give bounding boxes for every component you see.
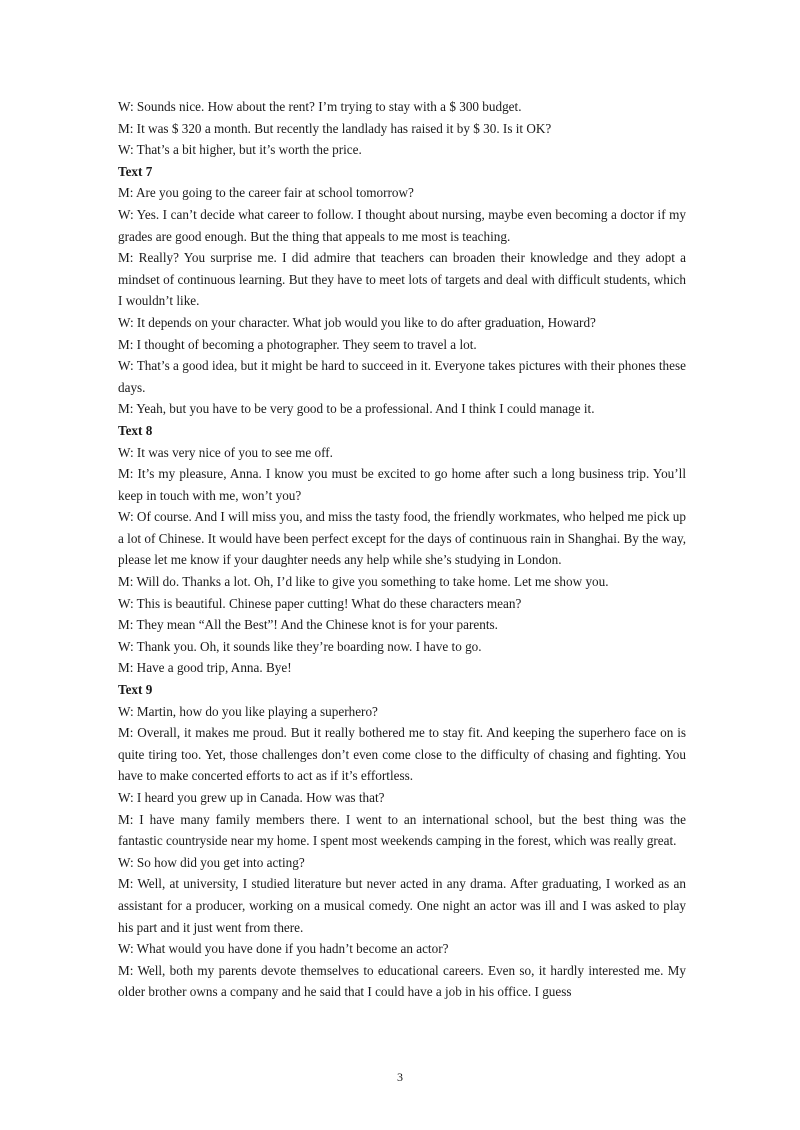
- dialogue-line: W: I heard you grew up in Canada. How was that?: [118, 790, 385, 805]
- dialogue-line: M: They mean “All the Best”! And the Chinese knot is for your parents.: [118, 617, 498, 633]
- dialogue-line: W: It was very nice of you to see me off.: [118, 444, 333, 460]
- dialogue-line: M: It’s my pleasure, Anna. I know you must be excited to go home after such a long business trip. You’ll keep in touch with me, won’t you?: [118, 466, 686, 503]
- dialogue-line: W: It depends on your character. What job would you like to do after graduation, Howard?: [118, 314, 596, 330]
- dialogue-line: M: Well, at university, I studied literature but never acted in any drama. After graduating, I worked as an assistant for a producer, working on a musical comedy. One night an actor was ill and I was asked to play his part and it just went from there.: [118, 876, 686, 935]
- dialogue-line: W: Martin, how do you like playing a superhero?: [118, 703, 378, 719]
- dialogue-line: M: Really? You surprise me. I did admire that teachers can broaden their knowledge and they adopt a mindset of continuous learning. But they have to meet lots of targets and deal with difficult students, which I wouldn’t like.: [118, 250, 686, 309]
- dialogue-line: W: Thank you. Oh, it sounds like they’re boarding now. I have to go.: [118, 638, 482, 654]
- dialogue-line: M: Yeah, but you have to be very good to be a professional. And I think I could manage it.: [118, 401, 595, 417]
- page-number: 3: [397, 1070, 403, 1084]
- dialogue-line: W: What would you have done if you hadn’t become an actor?: [118, 941, 449, 957]
- dialogue-line: M: Well, both my parents devote themselves to educational careers. Even so, it hardly interested me. My older brother owns a company and he said that I could have a job in his office. I guess: [118, 962, 686, 1000]
- dialogue-line: M: Are you going to the career fair at school tomorrow?: [118, 185, 414, 201]
- dialogue-line: M: Overall, it makes me proud. But it really bothered me to stay fit. And keeping the superhero face on is quite tiring too. Yet, those challenges don’t even come close to the difficulty of chasing and fighting. You have to make concerted efforts to act as if it’s effortless.: [118, 725, 686, 784]
- dialogue-line: W: That’s a bit higher, but it’s worth the price.: [118, 142, 362, 158]
- dialogue-line: M: I have many family members there. I went to an international school, but the best thing was the fantastic countryside near my home. I spent most weekends camping in the forest, which was really great.: [118, 811, 686, 849]
- dialogue-line: M: I thought of becoming a photographer. They seem to travel a lot.: [118, 336, 477, 352]
- dialogue-line: M: It was $ 320 a month. But recently the landlady has raised it by $ 30. Is it OK?: [118, 120, 552, 136]
- transcript-page: [118, 96, 686, 1003]
- dialogue-line: W: Sounds nice. How about the rent? I’m trying to stay with a $ 300 budget.: [118, 99, 522, 114]
- section-heading-text-9: Text 9: [118, 682, 153, 698]
- dialogue-line: W: So how did you get into acting?: [118, 854, 305, 870]
- dialogue-line: W: This is beautiful. Chinese paper cutting! What do these characters mean?: [118, 595, 522, 611]
- section-heading-text-8: Text 8: [118, 422, 153, 438]
- dialogue-line: M: Have a good trip, Anna. Bye!: [118, 660, 292, 676]
- dialogue-line: M: Will do. Thanks a lot. Oh, I’d like to give you something to take home. Let me show you.: [118, 574, 609, 590]
- dialogue-line: W: Of course. And I will miss you, and miss the tasty food, the friendly workmates, who helped me pick up a lot of Chinese. It would have been perfect except for the days of continuous rain in Shanghai. By the way, please let me know if your daughter needs any help while she’s studying in London.: [118, 509, 686, 568]
- dialogue-line: W: That’s a good idea, but it might be hard to succeed in it. Everyone takes pictures with their phones these days.: [118, 358, 686, 395]
- section-heading-text-7: Text 7: [118, 163, 153, 179]
- dialogue-line: W: Yes. I can’t decide what career to follow. I thought about nursing, maybe even becoming a doctor if my grades are good enough. But the thing that appeals to me most is teaching.: [118, 206, 686, 244]
